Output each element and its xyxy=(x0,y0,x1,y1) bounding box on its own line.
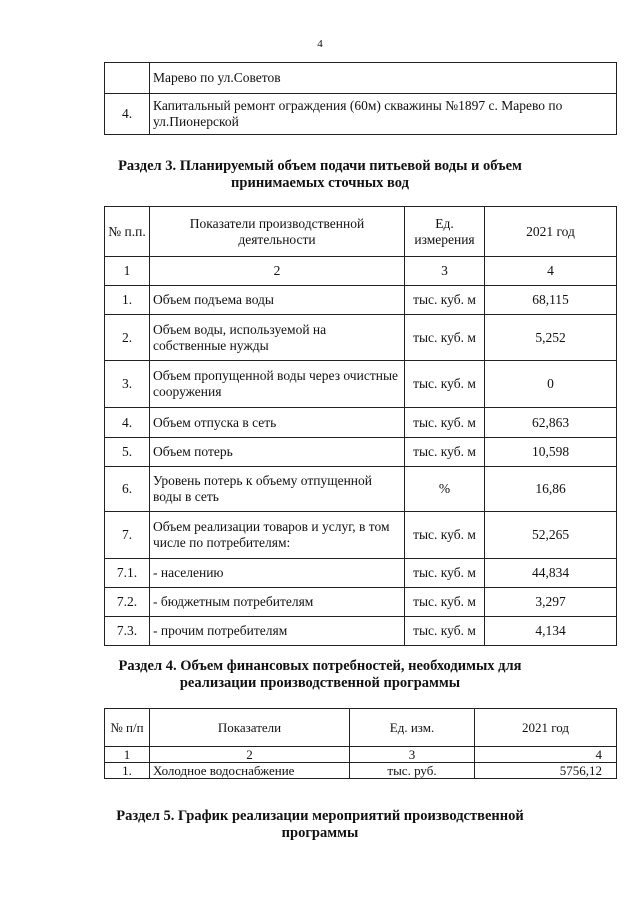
indicator-cell: Объем отпуска в сеть xyxy=(150,408,405,438)
header-unit: Ед. измерения xyxy=(405,207,485,257)
value-cell: 62,863 xyxy=(485,408,617,438)
table-row xyxy=(105,763,617,779)
row-number: 4. xyxy=(105,408,150,438)
activity-text: Капитальный ремонт ограждения (60м) скважины №1897 с. Марево по ул.Пионерской xyxy=(150,94,617,135)
section3-title xyxy=(0,158,640,192)
section4-title-line1: Раздел 4. Объем финансовых потребностей, необходимых для xyxy=(118,658,522,674)
indicator-cell: - бюджетным потребителям xyxy=(150,588,405,617)
section5-title-line1: Раздел 5. График реализации мероприятий производственной xyxy=(116,808,524,824)
row-number: 6. xyxy=(105,467,150,512)
unit-cell: тыс. куб. м xyxy=(405,408,485,438)
index-cell: 3 xyxy=(350,747,475,763)
table-row xyxy=(105,63,617,94)
header-num: № п.п. xyxy=(105,207,150,257)
row-number: 7.3. xyxy=(105,617,150,646)
section5-title-line2: программы xyxy=(281,825,359,841)
table-header-row xyxy=(105,709,617,747)
value-cell: 3,297 xyxy=(485,588,617,617)
indicator-cell: Уровень потерь к объему отпущенной воды в сеть xyxy=(150,467,405,512)
header-num: № п/п xyxy=(105,709,150,747)
table-row xyxy=(105,315,617,361)
unit-cell: тыс. куб. м xyxy=(405,286,485,315)
indicator-cell: Объем подъема воды xyxy=(150,286,405,315)
page-number: 4 xyxy=(317,38,323,50)
unit-cell: тыс. куб. м xyxy=(405,315,485,361)
index-cell: 1 xyxy=(105,747,150,763)
row-number: 7.1. xyxy=(105,559,150,588)
table-index-row xyxy=(105,747,617,763)
value-cell: 44,834 xyxy=(485,559,617,588)
unit-cell: тыс. руб. xyxy=(350,763,475,779)
indicator-cell: - прочим потребителям xyxy=(150,617,405,646)
indicator-cell: Объем потерь xyxy=(150,438,405,467)
index-cell: 3 xyxy=(405,257,485,286)
activity-text: Марево по ул.Советов xyxy=(150,63,617,94)
indicator-cell: Объем воды, используемой на собственные нужды xyxy=(150,315,405,361)
section4-title-line2: реализации производственной программы xyxy=(179,675,461,691)
indicator-cell: Холодное водоснабжение xyxy=(150,763,350,779)
header-year: 2021 год xyxy=(485,207,617,257)
unit-cell: % xyxy=(405,467,485,512)
value-cell: 10,598 xyxy=(485,438,617,467)
table-row xyxy=(105,617,617,646)
unit-cell: тыс. куб. м xyxy=(405,438,485,467)
row-number: 7.2. xyxy=(105,588,150,617)
indicator-cell: - населению xyxy=(150,559,405,588)
unit-cell: тыс. куб. м xyxy=(405,617,485,646)
value-cell: 5756,12 xyxy=(475,763,617,779)
row-number: 1. xyxy=(105,763,150,779)
water-volume-table xyxy=(104,206,617,646)
row-number: 4. xyxy=(105,94,150,135)
table-row xyxy=(105,512,617,559)
table-index-row xyxy=(105,257,617,286)
section4-title xyxy=(0,658,640,692)
table-row xyxy=(105,286,617,315)
table-header-row xyxy=(105,207,617,257)
table-row xyxy=(105,361,617,408)
row-number: 5. xyxy=(105,438,150,467)
table-row xyxy=(105,94,617,135)
value-cell: 0 xyxy=(485,361,617,408)
row-number: 2. xyxy=(105,315,150,361)
table-row xyxy=(105,588,617,617)
table-row xyxy=(105,559,617,588)
section3-title-line2: принимаемых сточных вод xyxy=(231,175,409,191)
index-cell: 2 xyxy=(150,257,405,286)
financial-needs-table xyxy=(104,708,617,779)
table-row xyxy=(105,438,617,467)
value-cell: 4,134 xyxy=(485,617,617,646)
row-number: 7. xyxy=(105,512,150,559)
value-cell: 5,252 xyxy=(485,315,617,361)
indicator-cell: Объем пропущенной воды через очистные сооружения xyxy=(150,361,405,408)
value-cell: 16,86 xyxy=(485,467,617,512)
unit-cell: тыс. куб. м xyxy=(405,588,485,617)
index-cell: 1 xyxy=(105,257,150,286)
index-cell: 2 xyxy=(150,747,350,763)
value-cell: 52,265 xyxy=(485,512,617,559)
indicator-cell: Объем реализации товаров и услуг, в том числе по потребителям: xyxy=(150,512,405,559)
unit-cell: тыс. куб. м xyxy=(405,559,485,588)
row-number: 3. xyxy=(105,361,150,408)
header-year: 2021 год xyxy=(475,709,617,747)
header-unit: Ед. изм. xyxy=(350,709,475,747)
row-number: 1. xyxy=(105,286,150,315)
table-row xyxy=(105,408,617,438)
section5-title xyxy=(0,808,640,842)
unit-cell: тыс. куб. м xyxy=(405,512,485,559)
activities-table-continued xyxy=(104,62,617,135)
index-cell: 4 xyxy=(485,257,617,286)
unit-cell: тыс. куб. м xyxy=(405,361,485,408)
header-indicator: Показатели производственной деятельности xyxy=(150,207,405,257)
row-number xyxy=(105,63,150,94)
header-indicator: Показатели xyxy=(150,709,350,747)
value-cell: 68,115 xyxy=(485,286,617,315)
section3-title-line1: Раздел 3. Планируемый объем подачи питьевой воды и объем xyxy=(118,158,522,174)
table-row xyxy=(105,467,617,512)
index-cell: 4 xyxy=(475,747,617,763)
